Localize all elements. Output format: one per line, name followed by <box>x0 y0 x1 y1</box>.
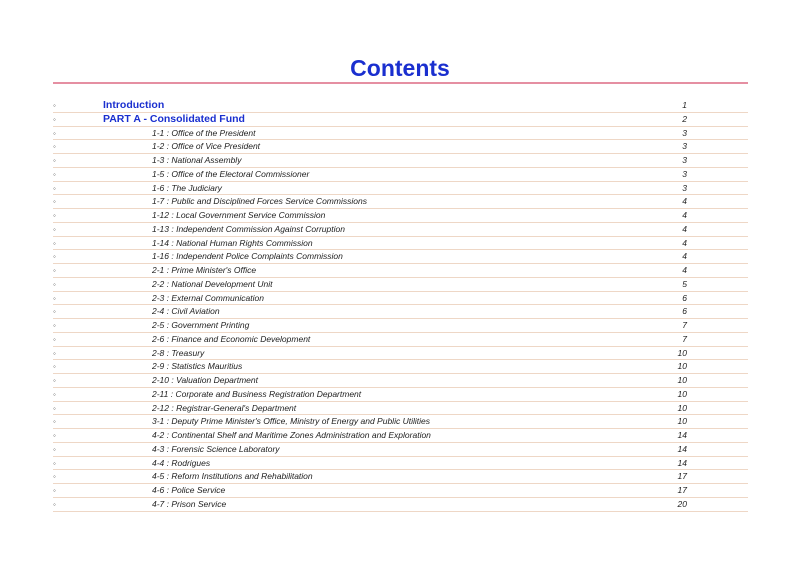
toc-entry-label[interactable]: 4-6 : Police Service <box>152 485 226 495</box>
toc-entry-page-number: 1 <box>682 100 687 110</box>
toc-entry-page-number: 3 <box>682 182 687 193</box>
bullet-icon: ◦ <box>53 431 56 440</box>
toc-entry-page-number: 4 <box>682 237 687 248</box>
toc-entry[interactable] <box>53 374 748 388</box>
toc-entry[interactable] <box>53 154 748 168</box>
bullet-icon: ◦ <box>53 293 56 303</box>
toc-entry-label[interactable]: 1-12 : Local Government Service Commission <box>152 210 326 220</box>
bullet-icon: ◦ <box>53 444 56 454</box>
toc-entry[interactable] <box>53 415 748 429</box>
bullet-icon: ◦ <box>53 389 56 399</box>
bullet-icon: ◦ <box>53 499 56 509</box>
bullet-icon: ◦ <box>53 156 56 165</box>
toc-entry[interactable] <box>53 182 748 196</box>
toc-entry[interactable] <box>53 402 748 416</box>
toc-entry[interactable] <box>53 250 748 264</box>
toc-entry-label[interactable]: 1-14 : National Human Rights Commission <box>152 237 313 248</box>
toc-entry[interactable] <box>53 264 748 278</box>
bullet-icon: ◦ <box>53 279 56 289</box>
toc-entry[interactable] <box>53 457 748 471</box>
toc-entry-page-number: 6 <box>682 292 687 303</box>
toc-entry-page-number: 10 <box>677 347 687 358</box>
toc-entry-label[interactable]: 2-6 : Finance and Economic Development <box>152 333 311 344</box>
toc-entry[interactable] <box>53 388 748 402</box>
bullet-icon: ◦ <box>53 142 56 152</box>
toc-entry-page-number: 4 <box>682 251 687 262</box>
toc-entry-label[interactable]: 4-4 : Rodrigues <box>152 457 211 468</box>
toc-entry-page-number: 20 <box>677 498 687 509</box>
toc-entry-label[interactable]: 1-6 : The Judiciary <box>152 182 222 193</box>
toc-entry[interactable] <box>53 99 748 113</box>
toc-entry-label[interactable]: 2-10 : Valuation Department <box>152 375 258 385</box>
toc-entry-label[interactable]: PART A - Consolidated Fund <box>103 112 245 125</box>
toc-entry-page-number: 5 <box>682 278 687 289</box>
bullet-icon: ◦ <box>53 238 56 248</box>
toc-entry-page-number: 4 <box>682 265 687 275</box>
toc-entry-page-number: 6 <box>682 306 687 317</box>
toc-entry-label[interactable]: 2-5 : Government Printing <box>152 320 250 330</box>
toc-entry-label[interactable]: 3-1 : Deputy Prime Minister's Office, Ministry of Energy and Public Utilities <box>152 416 430 427</box>
toc-entry-page-number: 3 <box>682 168 687 179</box>
toc-entry-page-number: 17 <box>677 485 687 495</box>
toc-entry[interactable] <box>53 209 748 223</box>
table-of-contents <box>53 99 748 512</box>
toc-entry-page-number: 10 <box>677 416 687 427</box>
toc-entry[interactable] <box>53 223 748 237</box>
toc-entry-page-number: 4 <box>682 196 687 207</box>
bullet-icon: ◦ <box>53 307 56 317</box>
bullet-icon: ◦ <box>53 114 56 124</box>
toc-entry[interactable] <box>53 429 748 443</box>
bullet-icon: ◦ <box>53 376 56 385</box>
toc-entry-page-number: 4 <box>682 223 687 234</box>
toc-entry-page-number: 14 <box>677 443 687 454</box>
toc-entry-label[interactable]: 2-3 : External Communication <box>152 292 264 303</box>
bullet-icon: ◦ <box>53 101 56 110</box>
toc-entry[interactable] <box>53 195 748 209</box>
bullet-icon: ◦ <box>53 266 56 275</box>
toc-entry[interactable] <box>53 168 748 182</box>
toc-entry-label[interactable]: 1-2 : Office of Vice President <box>152 141 261 152</box>
toc-entry[interactable] <box>53 484 748 498</box>
toc-entry-label[interactable]: 1-1 : Office of the President <box>152 127 256 138</box>
toc-entry-label[interactable]: 1-3 : National Assembly <box>152 155 242 165</box>
toc-entry[interactable] <box>53 278 748 292</box>
bullet-icon: ◦ <box>53 169 56 179</box>
toc-entry[interactable] <box>53 443 748 457</box>
toc-entry-label[interactable]: 4-2 : Continental Shelf and Maritime Zones Administration and Exploration <box>152 430 431 440</box>
toc-entry[interactable] <box>53 498 748 512</box>
bullet-icon: ◦ <box>53 224 56 234</box>
toc-entry-label[interactable]: 2-12 : Registrar-General's Department <box>152 402 297 413</box>
toc-entry-page-number: 4 <box>682 210 687 220</box>
toc-entry-page-number: 7 <box>682 320 687 330</box>
toc-entry[interactable] <box>53 360 748 374</box>
title-divider <box>53 82 748 84</box>
toc-entry-page-number: 3 <box>682 127 687 138</box>
toc-entry-label[interactable]: 1-5 : Office of the Electoral Commissioner <box>152 168 310 179</box>
toc-entry-label[interactable]: 1-7 : Public and Disciplined Forces Service Commissions <box>152 196 367 207</box>
toc-entry-label[interactable]: 2-2 : National Development Unit <box>152 278 273 289</box>
toc-entry[interactable] <box>53 319 748 333</box>
toc-entry-page-number: 3 <box>682 141 687 152</box>
toc-entry-label[interactable]: 2-1 : Prime Minister's Office <box>152 265 257 275</box>
toc-entry-page-number: 3 <box>682 155 687 165</box>
bullet-icon: ◦ <box>53 362 56 372</box>
toc-entry-label[interactable]: 2-8 : Treasury <box>152 347 205 358</box>
bullet-icon: ◦ <box>53 197 56 207</box>
bullet-icon: ◦ <box>53 321 56 330</box>
toc-entry[interactable] <box>53 305 748 319</box>
bullet-icon: ◦ <box>53 417 56 427</box>
toc-entry-page-number: 10 <box>677 402 687 413</box>
bullet-icon: ◦ <box>53 486 56 495</box>
toc-entry-page-number: 14 <box>677 457 687 468</box>
toc-entry[interactable] <box>53 470 748 484</box>
toc-entry-page-number: 17 <box>677 471 687 482</box>
bullet-icon: ◦ <box>53 472 56 482</box>
toc-entry[interactable] <box>53 347 748 361</box>
bullet-icon: ◦ <box>53 348 56 358</box>
bullet-icon: ◦ <box>53 334 56 344</box>
toc-entry[interactable] <box>53 333 748 347</box>
bullet-icon: ◦ <box>53 403 56 413</box>
toc-entry[interactable] <box>53 113 748 127</box>
toc-entry[interactable] <box>53 140 748 154</box>
toc-entry-label[interactable]: 2-11 : Corporate and Business Registration Department <box>152 388 362 399</box>
toc-entry-label[interactable]: 4-3 : Forensic Science Laboratory <box>152 443 280 454</box>
bullet-icon: ◦ <box>53 252 56 262</box>
toc-entry-page-number: 10 <box>677 388 687 399</box>
toc-entry-page-number: 7 <box>682 333 687 344</box>
toc-entry-label[interactable]: 2-9 : Statistics Mauritius <box>152 361 243 372</box>
toc-entry[interactable] <box>53 127 748 141</box>
toc-entry-label[interactable]: 2-4 : Civil Aviation <box>152 306 220 317</box>
toc-entry-page-number: 10 <box>677 375 687 385</box>
toc-entry-label[interactable]: 4-7 : Prison Service <box>152 498 227 509</box>
toc-entry-page-number: 14 <box>677 430 687 440</box>
toc-entry-label[interactable]: Introduction <box>103 99 165 111</box>
toc-entry[interactable] <box>53 237 748 251</box>
toc-entry-page-number: 2 <box>682 113 687 124</box>
toc-entry-label[interactable]: 4-5 : Reform Institutions and Rehabilitation <box>152 471 313 482</box>
bullet-icon: ◦ <box>53 458 56 468</box>
toc-entry-label[interactable]: 1-16 : Independent Police Complaints Commission <box>152 251 343 262</box>
bullet-icon: ◦ <box>53 211 56 220</box>
page-title: Contents <box>350 55 450 81</box>
bullet-icon: ◦ <box>53 183 56 193</box>
toc-entry-label[interactable]: 1-13 : Independent Commission Against Corruption <box>152 223 345 234</box>
bullet-icon: ◦ <box>53 128 56 138</box>
toc-entry-page-number: 10 <box>677 361 687 372</box>
toc-entry[interactable] <box>53 292 748 306</box>
